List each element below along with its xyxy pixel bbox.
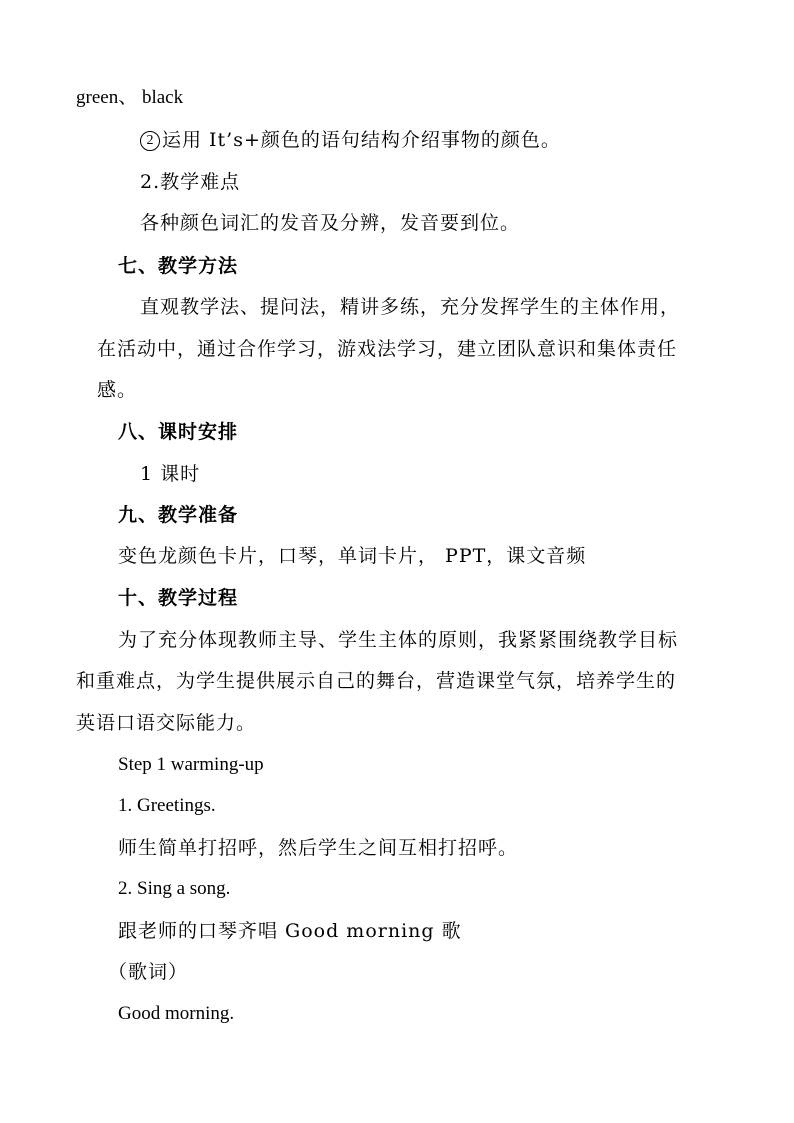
subheading: 2.教学难点 — [140, 171, 241, 193]
section-heading: 八、课时安排 — [118, 421, 239, 443]
section-heading: 十、教学过程 — [118, 587, 239, 609]
text-line: 2. Sing a song. — [118, 878, 231, 899]
circled-number: 2 — [140, 131, 160, 151]
section-heading: 七、教学方法 — [118, 255, 239, 277]
text-line — [140, 127, 561, 153]
text-line: 师生简单打招呼，然后学生之间互相打招呼。 — [118, 837, 519, 859]
text-line: 1. Greetings. — [118, 795, 216, 816]
text-line: （歌词） — [108, 961, 189, 983]
section-heading: 九、教学准备 — [118, 504, 239, 526]
text-line: 各种颜色词汇的发音及分辨，发音要到位。 — [140, 212, 521, 234]
text-line: 感。 — [97, 379, 138, 401]
text-line: Good morning. — [118, 1003, 235, 1024]
text-line: green、 black — [76, 87, 184, 108]
text-line: Step 1 warming-up — [118, 754, 264, 775]
text-line-content: 运用 It’s+颜色的语句结构介绍事物的颜色。 — [162, 129, 561, 151]
text-line: 和重难点，为学生提供展示自己的舞台，营造课堂气氛，培养学生的 — [76, 670, 677, 692]
text-line: 1 课时 — [140, 463, 201, 485]
text-line: 在活动中，通过合作学习，游戏法学习，建立团队意识和集体责任 — [97, 338, 678, 360]
text-line: 变色龙颜色卡片，口琴，单词卡片， PPT，课文音频 — [118, 545, 587, 567]
text-line: 英语口语交际能力。 — [76, 712, 257, 734]
text-line: 为了充分体现教师主导、学生主体的原则，我紧紧围绕教学目标 — [118, 629, 679, 651]
text-line: 直观教学法、提问法，精讲多练，充分发挥学生的主体作用， — [140, 296, 681, 318]
text-line: 跟老师的口琴齐唱 Good morning 歌 — [118, 920, 462, 942]
